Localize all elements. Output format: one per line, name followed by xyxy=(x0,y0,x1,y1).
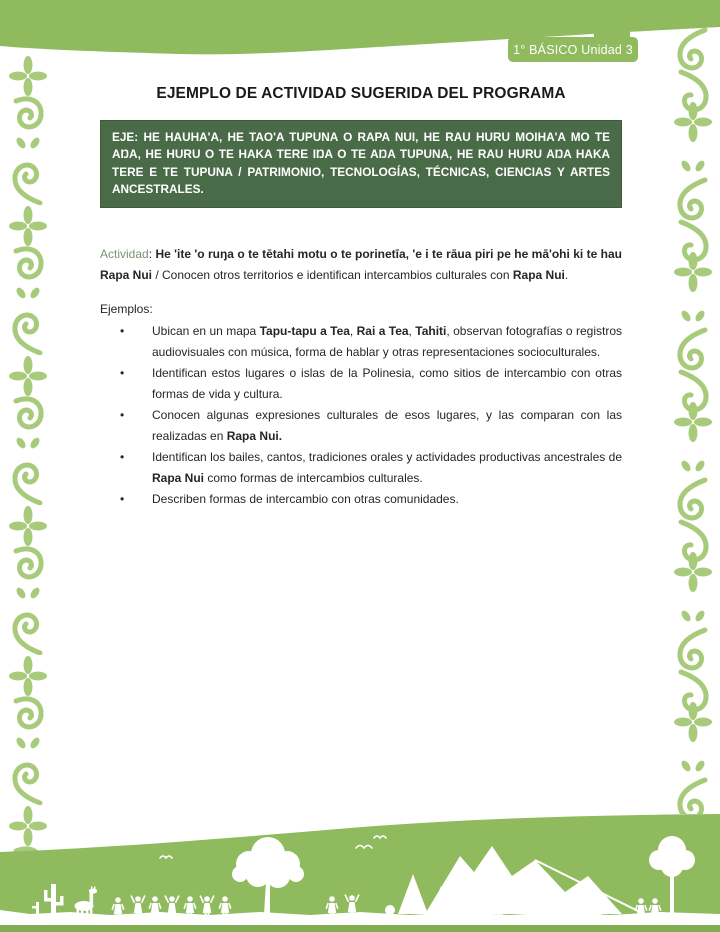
bullet-icon: • xyxy=(120,449,125,464)
bullet-icon: • xyxy=(120,407,125,422)
unit-badge: 1° BÁSICO Unidad 3 xyxy=(508,37,638,62)
list-item-text: Describen formas de intercambio con otras comunidades. xyxy=(152,491,459,506)
bullet-icon: • xyxy=(120,491,125,506)
bottom-edge-strip xyxy=(0,925,720,932)
list-item xyxy=(100,447,622,489)
ejemplos-heading: Ejemplos: xyxy=(100,301,153,316)
list-item-text: Conocen algunas expresiones culturales de esos lugares, y las comparan con las realizadas en Rapa Nui. xyxy=(152,407,622,443)
ejemplos-list xyxy=(100,321,622,510)
bullet-icon: • xyxy=(120,323,125,338)
page-title: EJEMPLO DE ACTIVIDAD SUGERIDA DEL PROGRAMA xyxy=(156,85,566,102)
list-item xyxy=(100,321,622,363)
list-item xyxy=(100,405,622,447)
main-content xyxy=(100,84,622,510)
list-item xyxy=(100,489,622,510)
polynesian-border-right-icon xyxy=(674,26,712,814)
landscape-silhouette-icon xyxy=(0,814,720,932)
list-item-text: Identifican estos lugares o islas de la Polinesia, como sitios de intercambio con otras formas de vida y cultura. xyxy=(152,365,622,401)
actividad-label: Actividad xyxy=(100,246,149,261)
list-item-text: Identifican los bailes, cantos, tradiciones orales y actividades productivas ancestrales de Rapa Nui como formas de intercambios culturales. xyxy=(152,449,622,485)
bullet-icon: • xyxy=(120,365,125,380)
list-item xyxy=(100,363,622,405)
actividad-paragraph xyxy=(100,244,622,286)
actividad-text: : He 'ite 'o ruŋa o te tētahi motu o te porinetīa, 'e i te rāua piri pe he mā'ohi ki te hau Rapa Nui / Conocen otros territorios e identifican intercambios culturales con Rapa Nui. xyxy=(100,246,623,282)
eje-text: EJE: HE HAUHA'A, HE TAO'A TUPUNA O RAPA NUI, HE RAU HURU MOIHA'A MO TE AŊA, HE HURU O TE HAKA TERE IŊA O TE AŊA TUPUNA, HE RAU HURU AŊA HAKA TERE E TE TUPUNA / PATRIMONIO, TECNOLOGÍAS, TÉCNICAS, CIENCIAS Y ARTES ANCESTRALES. xyxy=(112,130,610,197)
list-item-text: Ubican en un mapa Tapu-tapu a Tea, Rai a Tea, Tahiti, observan fotografías o registros audiovisuales con música, forma de hablar y otras representaciones socioculturales. xyxy=(152,323,622,359)
eje-heading-box xyxy=(100,120,622,208)
polynesian-border-left-icon xyxy=(9,55,47,855)
